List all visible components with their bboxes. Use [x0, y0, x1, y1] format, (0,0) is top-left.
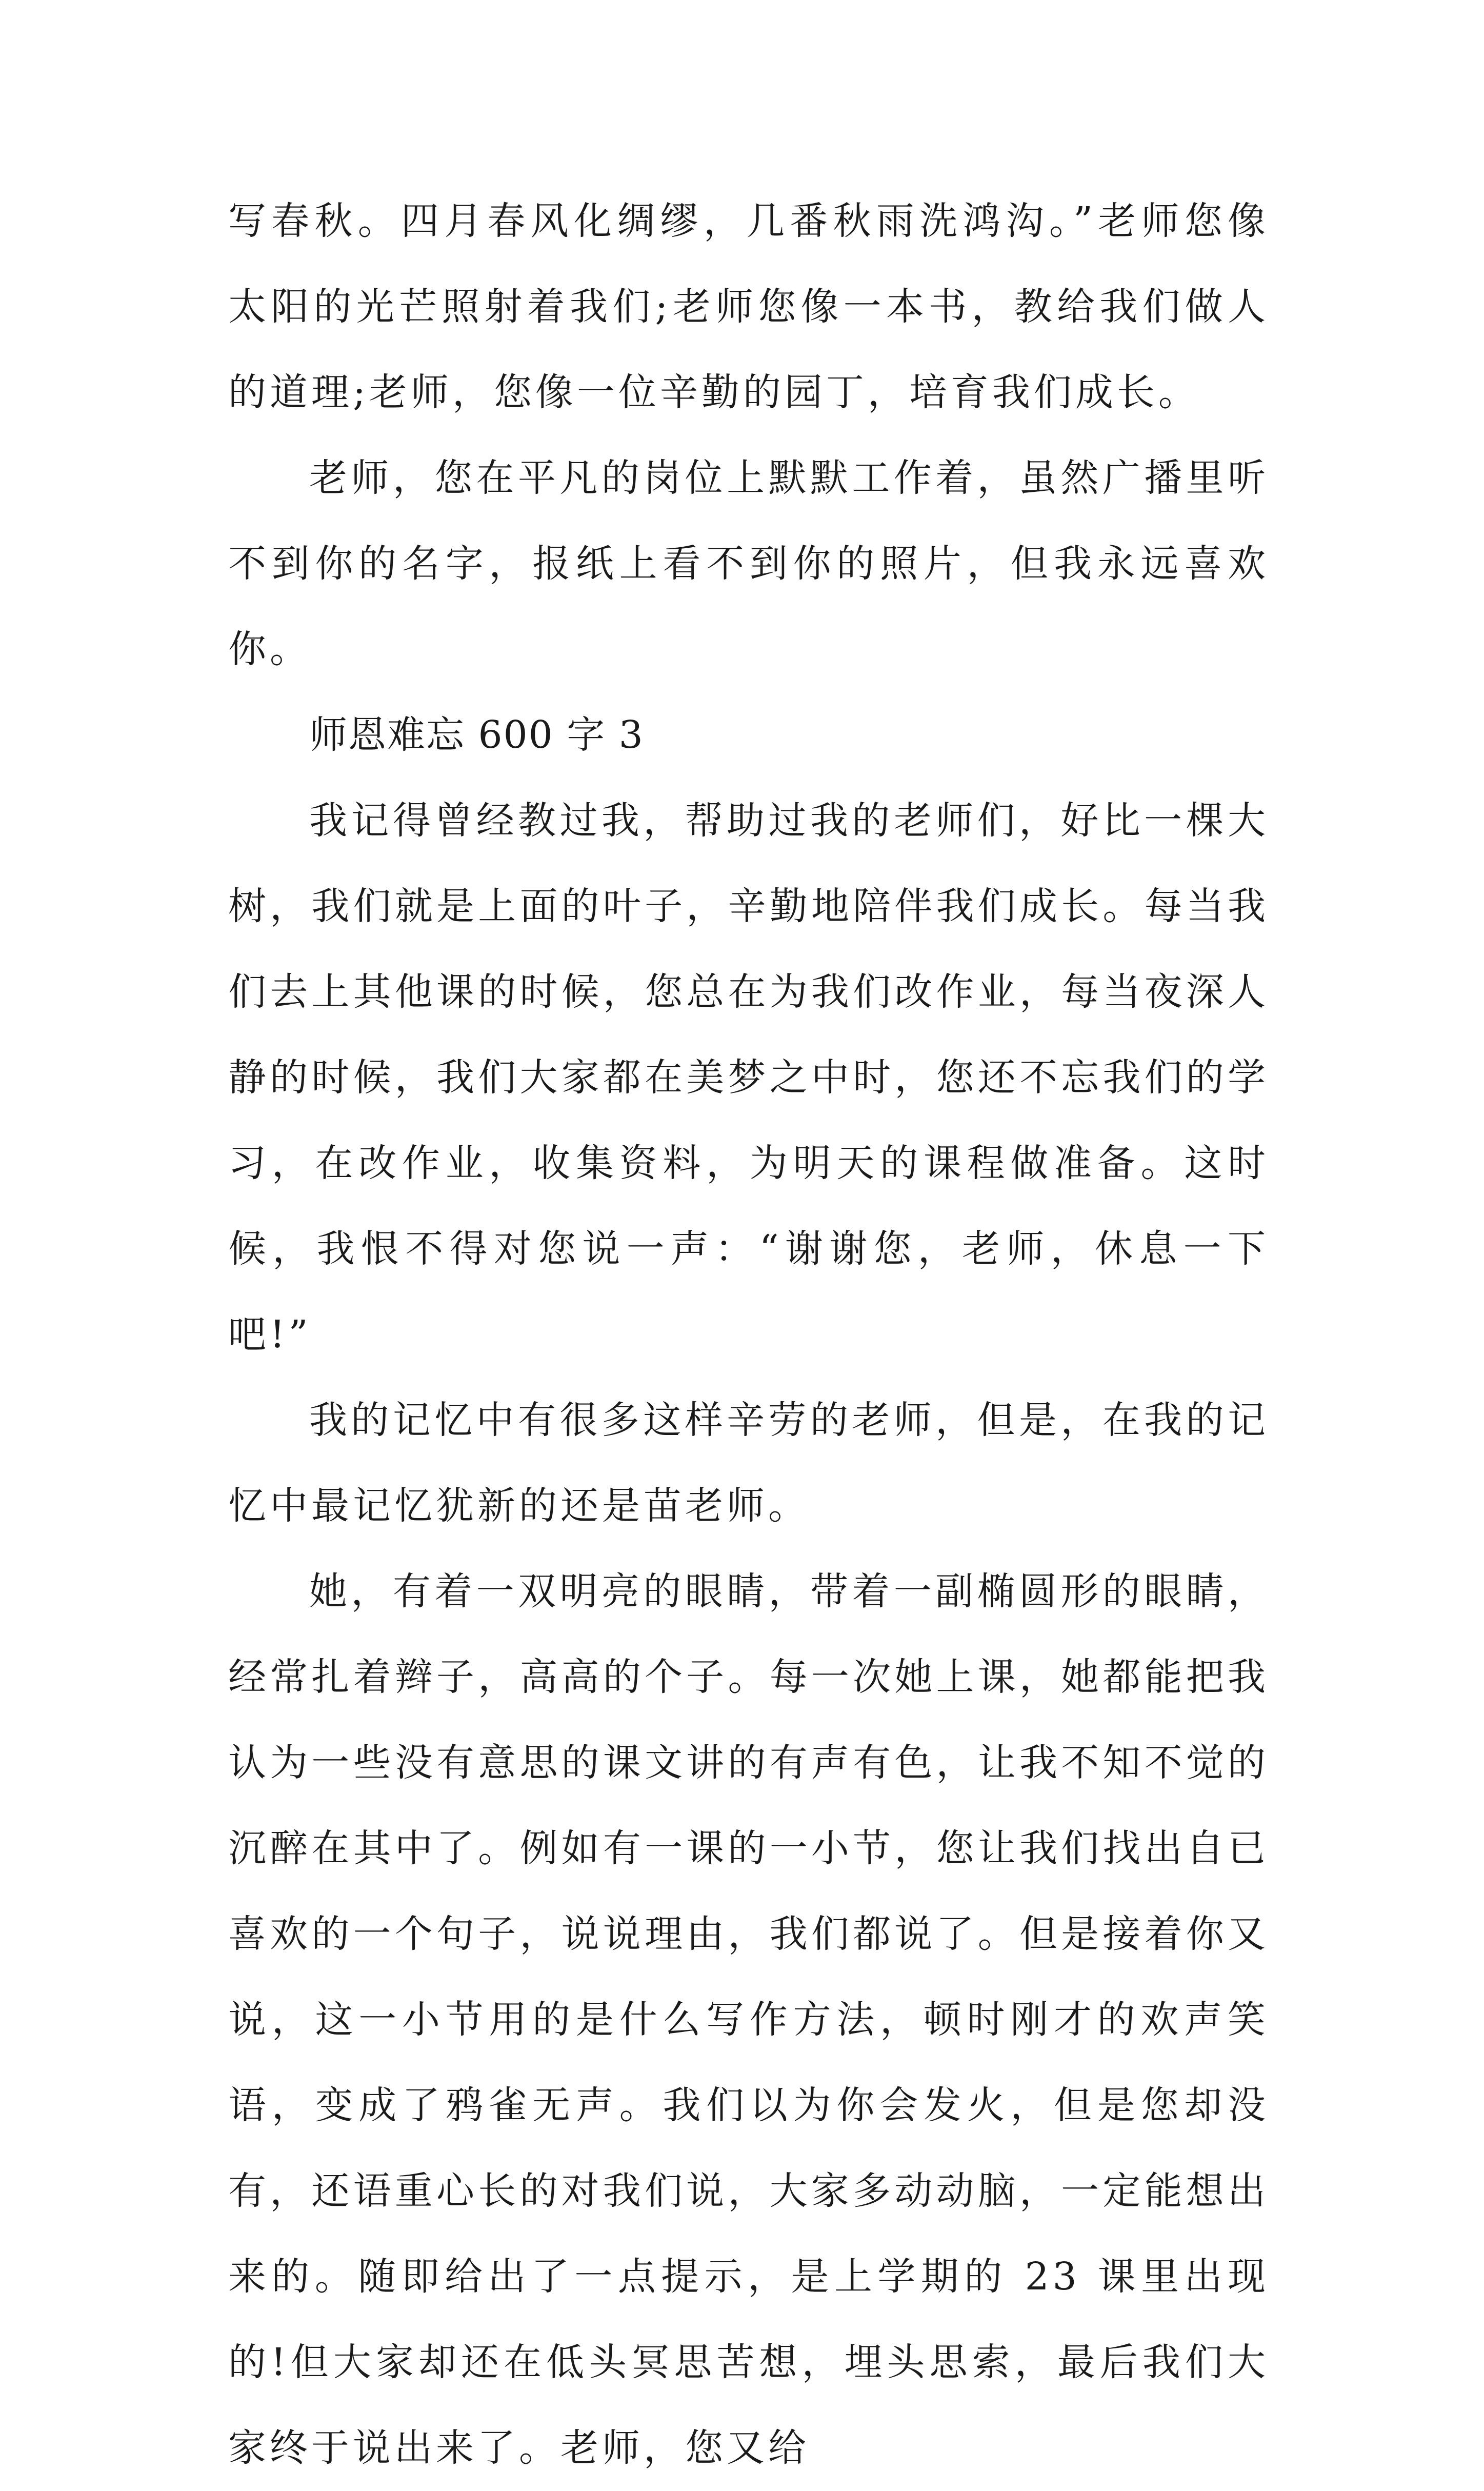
- body-text: [228, 178, 1269, 2491]
- paragraph-remember-teachers: 我记得曾经教过我，帮助过我的老师们，好比一棵大树，我们就是上面的叶子，辛勤地陪伴我们成长。每当我们去上其他课的时候，您总在为我们改作业，每当夜深人静的时候，我们大家都在美梦之中时，您还不忘我们的学习，在改作业，收集资料，为明天的课程做准备。这时候，我恨不得对您说一声：“谢谢您，老师，休息一下吧!”: [228, 799, 1269, 1357]
- paragraph-teacher-ordinary-post: 老师，您在平凡的岗位上默默工作着，虽然广播里听不到你的名字，报纸上看不到你的照片，但我永远喜欢你。: [228, 456, 1269, 671]
- paragraph-memory-teacher-miao: 我的记忆中有很多这样辛劳的老师，但是，在我的记忆中最记忆犹新的还是苗老师。: [228, 1398, 1269, 1528]
- paragraph-teacher-description: 她，有着一双明亮的眼睛，带着一副椭圆形的眼睛，经常扎着辫子，高高的个子。每一次她上课，她都能把我认为一些没有意思的课文讲的有声有色，让我不知不觉的沉醉在其中了。例如有一课的一小节，您让我们找出自已喜欢的一个句子，说说理由，我们都说了。但是接着你又说，这一小节用的是什么写作方法，顿时刚才的欢声笑语，变成了鸦雀无声。我们以为你会发火，但是您却没有，还语重心长的对我们说，大家多动动脑，一定能想出来的。随即给出了一点提示，是上学期的 23 课里出现的!但大家却还在低头冥思苦想，埋头思索，最后我们大家终于说出来了。老师，您又给: [228, 1569, 1269, 2470]
- paragraph-continuation: 写春秋。四月春风化绸缪，几番秋雨洗鸿沟。”老师您像太阳的光芒照射着我们;老师您像一本书，教给我们做人的道理;老师，您像一位辛勤的园丁，培育我们成长。: [228, 199, 1269, 414]
- section-heading: 师恩难忘 600 字 3: [309, 713, 644, 757]
